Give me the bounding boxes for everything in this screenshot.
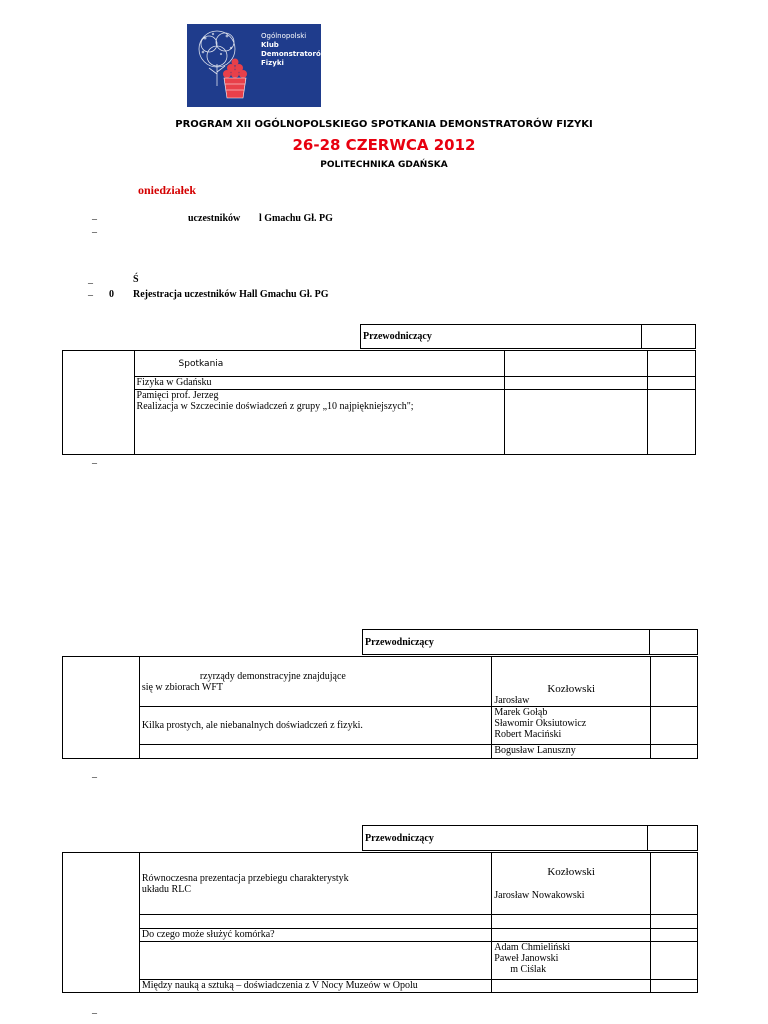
chair-label: Przewodniczący xyxy=(363,630,650,655)
speaker-cell xyxy=(504,390,648,455)
talk-title: układu RLC xyxy=(141,883,192,895)
session-chair-header xyxy=(362,629,698,655)
chair-cell xyxy=(647,826,697,851)
speaker-name: Robert Maciński xyxy=(494,729,562,740)
talk-title xyxy=(139,745,491,759)
speaker-name: Jarosław Nowakowski xyxy=(494,890,585,901)
talk-title: Pamięci prof. Jerzeg xyxy=(136,390,219,401)
speaker-cell xyxy=(492,942,651,980)
talk-title xyxy=(139,942,491,980)
talk-title: Do czego może służyć komórka? xyxy=(139,929,491,942)
extra-cell xyxy=(648,351,696,377)
schedule-text: Ś xyxy=(133,274,139,285)
table-row xyxy=(63,745,698,759)
logo xyxy=(187,24,328,107)
talk-title-cell xyxy=(134,390,504,455)
table-row xyxy=(63,707,698,745)
talk-title: Kilka prostych, ale niebanalnych doświadczeń z fizyki. xyxy=(139,707,491,745)
chair-cell xyxy=(641,325,695,349)
speaker-cell xyxy=(492,707,651,745)
speaker-name: Marek Gołąb xyxy=(494,707,548,718)
schedule-text: Rejestracja uczestników Hall Gmachu Gł. PG xyxy=(133,289,329,300)
talk-title: Realizacja w Szczecinie doświadczeń z grupy „10 najpiękniejszych"; xyxy=(136,401,414,412)
logo-line: Fizyki xyxy=(261,59,284,67)
table-row xyxy=(63,980,698,993)
day-heading: oniedziałek xyxy=(138,183,197,197)
table-row xyxy=(63,390,696,455)
talk-title xyxy=(139,915,491,929)
session-table xyxy=(62,350,696,455)
table-row xyxy=(63,942,698,980)
session-chair-header xyxy=(362,825,698,851)
table-row xyxy=(63,377,696,390)
speaker-name xyxy=(492,980,651,993)
dash: – xyxy=(88,290,93,301)
speaker-cell xyxy=(492,657,651,707)
program-dates: 26-28 CZERWCA 2012 xyxy=(292,136,476,154)
logo-line: Klub xyxy=(261,41,279,49)
session-table xyxy=(62,852,698,993)
speaker-name xyxy=(492,929,651,942)
extra-cell xyxy=(651,853,698,915)
extra-cell xyxy=(651,745,698,759)
session-chair-header xyxy=(360,324,696,349)
talk-title: rzyrządy demonstracyjne znajdujące xyxy=(199,670,346,682)
speaker-cell xyxy=(504,377,648,390)
dash: – xyxy=(92,227,97,238)
speaker-name: Paweł Janowski xyxy=(494,953,559,964)
speaker-name: Sławomir Oksiutowicz xyxy=(494,718,587,729)
speaker-cell xyxy=(492,853,651,915)
extra-cell xyxy=(651,980,698,993)
speaker-name: Bogusław Lanuszny xyxy=(492,745,651,759)
chair-label: Przewodniczący xyxy=(361,325,642,349)
schedule-text: 0 xyxy=(109,289,114,300)
schedule-text: uczestników xyxy=(188,213,241,224)
dash: – xyxy=(92,458,97,469)
speaker-name: m Ciślak xyxy=(510,964,547,975)
speaker-name: Kozłowski xyxy=(547,866,595,878)
talk-title: Równoczesna prezentacja przebiegu charakterystyk xyxy=(141,872,349,884)
extra-cell xyxy=(651,915,698,929)
talk-title-cell xyxy=(139,657,491,707)
time-cell xyxy=(63,657,140,759)
talk-title: Spotkania xyxy=(134,351,504,377)
speaker-name: Kozłowski xyxy=(547,683,596,695)
talk-title: Między nauką a sztuką – doświadczenia z V Nocy Muzeów w Opolu xyxy=(139,980,491,993)
extra-cell xyxy=(651,942,698,980)
chair-label: Przewodniczący xyxy=(363,826,648,851)
logo-line: Ogólnopolski xyxy=(261,32,307,40)
program-place: POLITECHNIKA GDAŃSKA xyxy=(320,160,448,170)
speaker-name xyxy=(492,915,651,929)
dash: – xyxy=(92,214,97,225)
dash: – xyxy=(92,772,97,783)
dash: – xyxy=(92,1008,97,1019)
extra-cell xyxy=(651,929,698,942)
speaker-cell xyxy=(504,351,648,377)
schedule-text: l Gmachu Gł. PG xyxy=(259,213,333,224)
time-cell xyxy=(63,853,140,993)
extra-cell xyxy=(651,657,698,707)
session-table xyxy=(62,656,698,759)
talk-title: Fizyka w Gdańsku xyxy=(134,377,504,390)
table-row xyxy=(63,929,698,942)
table-row xyxy=(63,853,698,915)
chair-cell xyxy=(649,630,697,655)
program-title: PROGRAM XII OGÓLNOPOLSKIEGO SPOTKANIA DEMONSTRATORÓW FIZYKI xyxy=(175,119,593,130)
talk-title-cell xyxy=(139,853,491,915)
dash: – xyxy=(88,278,93,289)
time-cell xyxy=(63,351,135,455)
table-row xyxy=(63,657,698,707)
speaker-name: Adam Chmieliński xyxy=(494,942,571,953)
table-row xyxy=(63,351,696,377)
extra-cell xyxy=(648,377,696,390)
speaker-name: Jarosław xyxy=(494,695,530,706)
extra-cell xyxy=(648,390,696,455)
logo-text xyxy=(261,32,327,68)
table-row xyxy=(63,915,698,929)
extra-cell xyxy=(651,707,698,745)
logo-line: Demonstratorów xyxy=(261,50,328,58)
talk-title: się w zbiorach WFT xyxy=(141,681,224,693)
